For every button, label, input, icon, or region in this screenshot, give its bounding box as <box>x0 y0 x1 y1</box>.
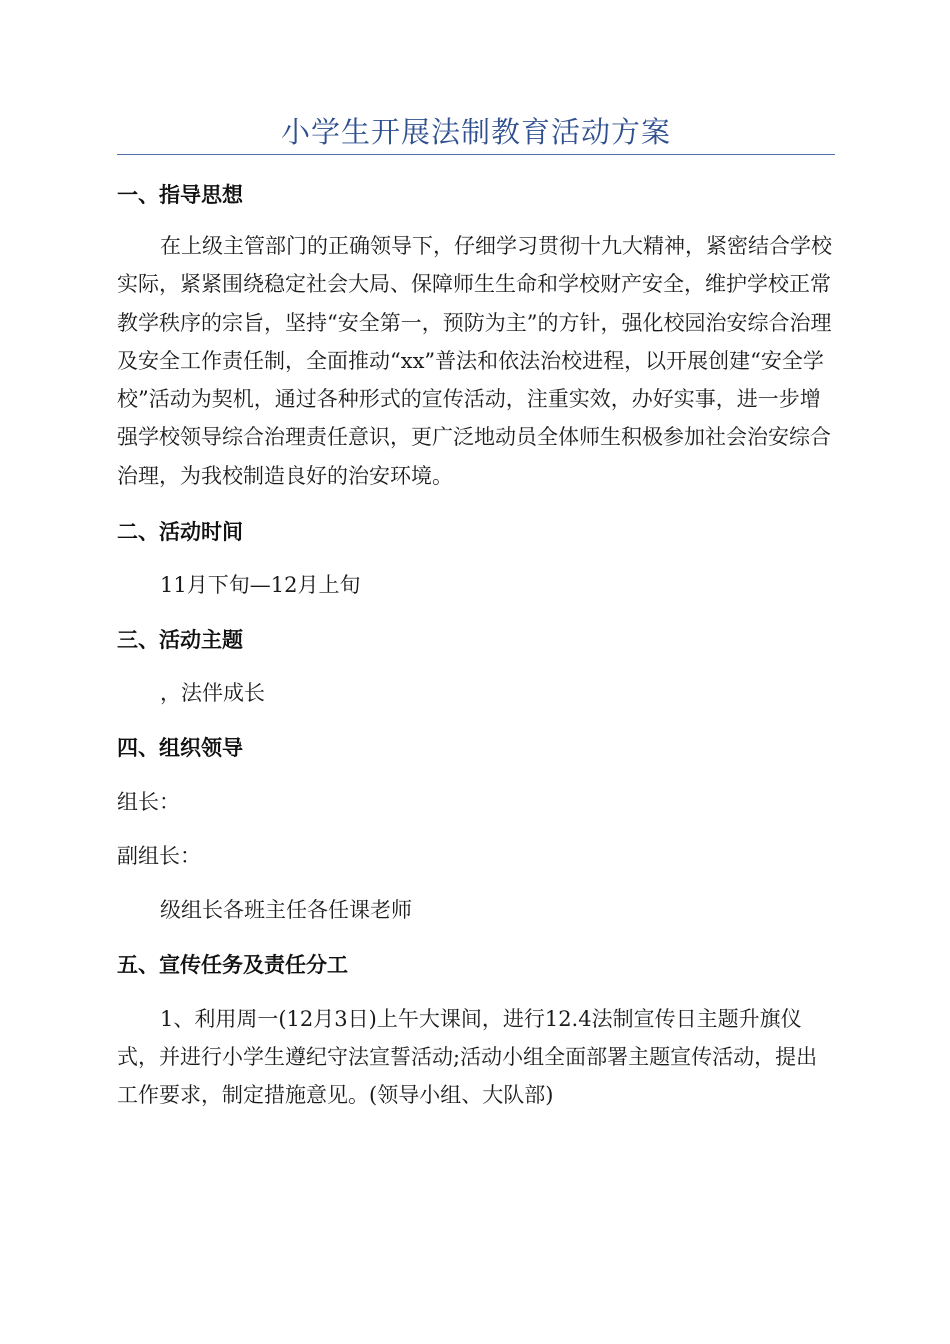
section-heading-organization: 四、组织领导 <box>117 736 243 760</box>
publicity-item-1: 1、利用周一(12月3日)上午大课间，进行12.4法制宣传日主题升旗仪式，并进行小学生遵纪守法宣誓活动;活动小组全面部署主题宣传活动，提出工作要求，制定措施意见。(领导小组、大队部) <box>117 1007 818 1107</box>
section-heading-time: 二、活动时间 <box>117 520 243 544</box>
section-body-guiding: 在上级主管部门的正确领导下，仔细学习贯彻十九大精神，紧密结合学校实际，紧紧围绕稳定社会大局、保障师生生命和学校财产安全，维护学校正常教学秩序的宗旨，坚持“安全第一，预防为主”的方针，强化校园治安综合治理及安全工作责任制，全面推动“xx”普法和依法治校进程，以开展创建“安全学校”活动为契机，通过各种形式的宣传活动，注重实效，办好实事，进一步增强学校领导综合治理责任意识，更广泛地动员全体师生积极参加社会治安综合治理，为我校制造良好的治安环境。 <box>117 234 832 488</box>
section-heading-publicity: 五、宣传任务及责任分工 <box>117 953 348 977</box>
section-body-time: 11月下旬—12月上旬 <box>160 573 361 597</box>
section-heading-guiding: 一、指导思想 <box>117 183 243 207</box>
org-members-line: 级组长各班主任各任课老师 <box>160 898 412 922</box>
org-deputy-line: 副组长： <box>117 844 201 868</box>
title-underline <box>117 154 835 155</box>
document-title: 小学生开展法制教育活动方案 <box>280 115 671 149</box>
section-heading-theme: 三、活动主题 <box>117 628 243 652</box>
section-body-theme: ，法伴成长 <box>160 681 265 705</box>
org-leader-line: 组长： <box>117 790 180 814</box>
